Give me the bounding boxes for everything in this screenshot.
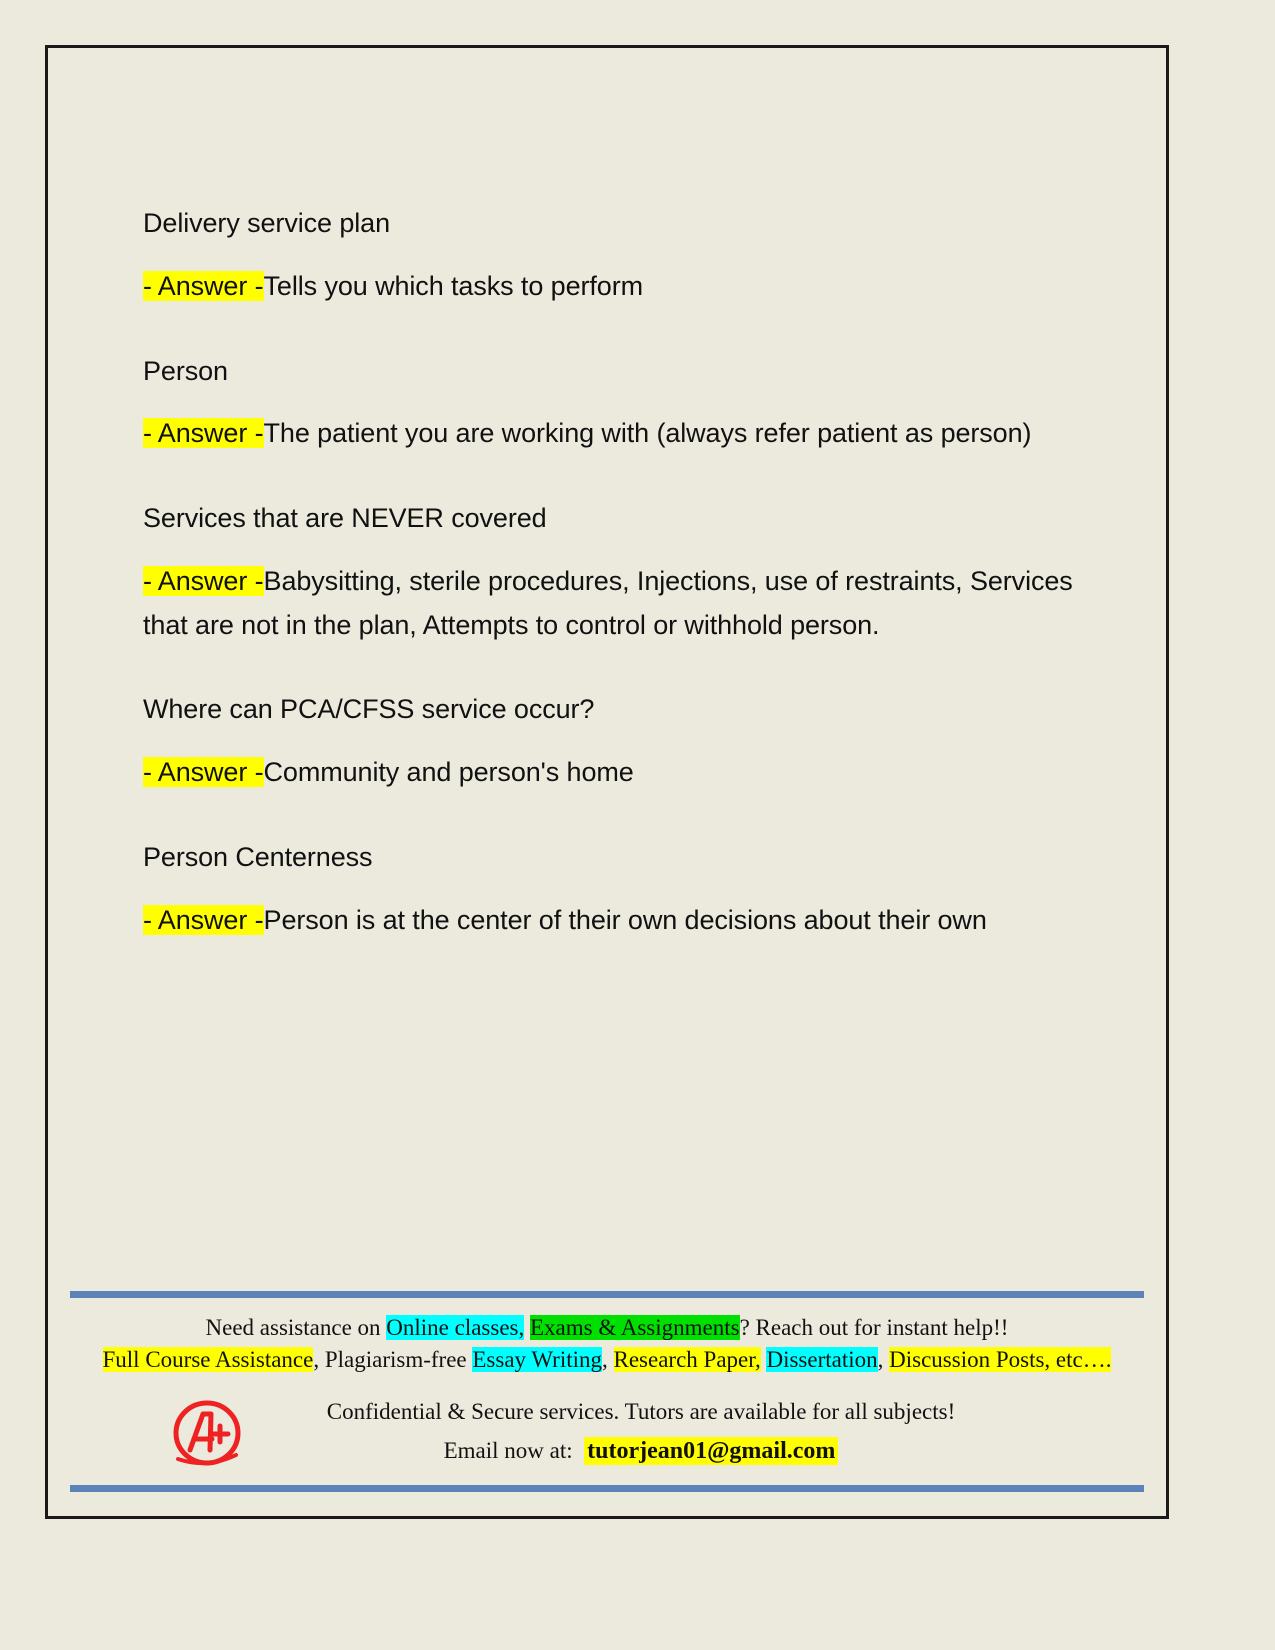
promo-plain-4: , [877,1347,890,1373]
question-text: Person Centerness [143,842,373,873]
answer-text: Tells you which tasks to perform [263,270,643,301]
answer-label: - Answer - [143,904,264,935]
answer-line [143,899,1078,943]
qa-block [143,837,1078,943]
answer-text: Person is at the center of their own decisions about their own [263,904,987,935]
answer-line [143,560,1081,647]
promo-exams-assignments: Exams & Assignments [530,1314,740,1340]
promo-research-paper: Research Paper, [613,1347,761,1373]
answer-line [143,265,1078,309]
promo-text-tail: ? Reach out for instant help!! [739,1314,1009,1340]
email-address[interactable]: tutorjean01@gmail.com [584,1437,838,1465]
answer-label: - Answer - [143,566,264,596]
question-text: Services that are NEVER covered [143,503,547,534]
page-footer [70,1291,1144,1506]
document-page [45,45,1169,1519]
promo-online-classes: Online classes, [386,1314,525,1340]
promo-plain-1: , Plagiarism-free [313,1347,473,1373]
answer-line [143,751,1078,795]
a-plus-grade-icon [170,1395,244,1469]
qa-block [143,351,1078,457]
promo-discussion-posts: Discussion Posts, etc…. [889,1347,1112,1373]
email-row [258,1433,1024,1469]
qa-block [143,203,1078,309]
answer-text: The patient you are working with (always refer patient as person) [263,418,1032,449]
question-text: Delivery service plan [143,208,390,238]
question-text: Where can PCA/CFSS service occur? [143,694,595,725]
footer-divider-bottom [70,1485,1144,1492]
answer-label: - Answer - [143,270,264,301]
contact-row [70,1395,1144,1469]
contact-text [258,1395,1144,1469]
promo-line-1 [70,1312,1144,1345]
promo-line-2 [70,1344,1144,1377]
answer-line [143,412,1078,456]
answer-label: - Answer - [143,757,264,788]
answer-text: Babysitting, sterile procedures, Injections, use of restraints, Services that are not in the plan, Attempts to control or withhold person. [143,566,1081,640]
question-text: Person [143,355,228,386]
email-prefix: Email now at: [443,1437,573,1463]
qa-block [143,689,1078,795]
qa-block [143,498,1081,647]
answer-text: Community and person's home [263,757,634,788]
promo-plain-2: , [602,1347,614,1373]
promo-text-lead: Need assistance on [205,1314,387,1340]
footer-divider-top [70,1291,1144,1298]
promo-dissertation: Dissertation [766,1347,878,1373]
confidential-line: Confidential & Secure services. Tutors are available for all subjects! [326,1399,956,1425]
study-notes-body [143,203,1081,985]
promo-essay-writing: Essay Writing [472,1347,602,1373]
answer-label: - Answer - [143,418,264,449]
promo-full-course-assistance: Full Course Assistance [102,1347,314,1373]
